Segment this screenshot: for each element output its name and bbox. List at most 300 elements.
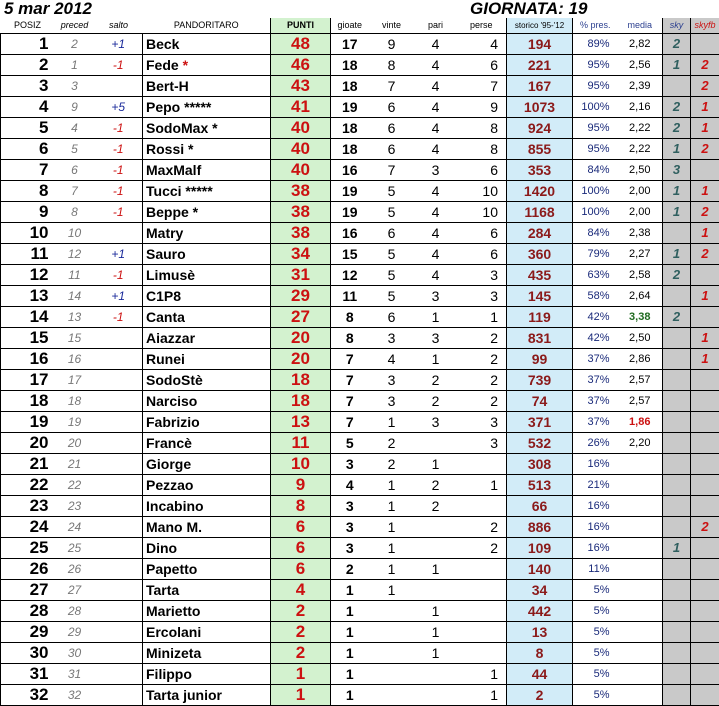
salto-cell xyxy=(95,517,143,538)
sky-cell xyxy=(663,475,691,496)
sky-cell: 2 xyxy=(663,34,691,55)
pari-cell xyxy=(415,664,457,685)
pres-cell: 26% xyxy=(573,433,618,454)
media-cell xyxy=(618,475,663,496)
skyfb-cell: 2 xyxy=(691,55,719,76)
media-cell: 2,38 xyxy=(618,223,663,244)
player-name: Tarta junior xyxy=(146,687,222,703)
punti-cell: 38 xyxy=(271,202,331,223)
perse-cell: 7 xyxy=(457,76,507,97)
name-cell xyxy=(143,160,271,181)
position-cell: 14 xyxy=(1,307,55,328)
media-cell: 2,57 xyxy=(618,370,663,391)
name-cell xyxy=(143,475,271,496)
storico-cell: 8 xyxy=(507,643,573,664)
pari-cell: 1 xyxy=(415,454,457,475)
giocate-cell: 1 xyxy=(331,580,369,601)
preced-cell: 12 xyxy=(55,244,95,265)
pari-cell: 4 xyxy=(415,202,457,223)
preced-cell: 9 xyxy=(55,97,95,118)
pres-cell: 37% xyxy=(573,349,618,370)
vinte-cell: 9 xyxy=(369,34,415,55)
col-posiz: POSIZ xyxy=(1,18,55,34)
player-name: Fede xyxy=(146,57,179,73)
sky-cell xyxy=(663,391,691,412)
skyfb-cell xyxy=(691,391,719,412)
giocate-cell: 1 xyxy=(331,664,369,685)
perse-cell: 1 xyxy=(457,664,507,685)
standings-table xyxy=(0,18,719,706)
salto-cell xyxy=(95,349,143,370)
preced-cell: 18 xyxy=(55,391,95,412)
storico-cell: 371 xyxy=(507,412,573,433)
position-cell: 20 xyxy=(1,433,55,454)
col-perse: perse xyxy=(457,18,507,34)
pari-cell: 1 xyxy=(415,559,457,580)
perse-cell xyxy=(457,622,507,643)
salto-cell: -1 xyxy=(95,265,143,286)
giocate-cell: 17 xyxy=(331,34,369,55)
sky-cell: 3 xyxy=(663,160,691,181)
punti-cell: 40 xyxy=(271,160,331,181)
sky-cell xyxy=(663,76,691,97)
sky-cell xyxy=(663,370,691,391)
perse-cell: 2 xyxy=(457,391,507,412)
title-bar xyxy=(0,0,719,18)
table-row xyxy=(1,265,719,286)
pari-cell xyxy=(415,517,457,538)
sky-cell: 1 xyxy=(663,244,691,265)
skyfb-cell: 2 xyxy=(691,517,719,538)
name-cell xyxy=(143,496,271,517)
giornata-label: GIORNATA: 19 xyxy=(470,0,587,19)
col-punti: PUNTI xyxy=(271,18,331,34)
pres-cell: 89% xyxy=(573,34,618,55)
punti-cell: 1 xyxy=(271,664,331,685)
name-cell xyxy=(143,76,271,97)
skyfb-cell: 1 xyxy=(691,223,719,244)
punti-cell: 18 xyxy=(271,370,331,391)
perse-cell: 3 xyxy=(457,265,507,286)
table-row xyxy=(1,643,719,664)
position-cell: 24 xyxy=(1,517,55,538)
skyfb-cell: 2 xyxy=(691,76,719,97)
vinte-cell: 6 xyxy=(369,139,415,160)
media-cell xyxy=(618,601,663,622)
position-cell: 32 xyxy=(1,685,55,706)
media-cell: 2,22 xyxy=(618,118,663,139)
pari-cell: 2 xyxy=(415,391,457,412)
perse-cell: 2 xyxy=(457,517,507,538)
preced-cell: 22 xyxy=(55,475,95,496)
pres-cell: 21% xyxy=(573,475,618,496)
salto-cell xyxy=(95,643,143,664)
name-cell xyxy=(143,601,271,622)
pres-cell: 100% xyxy=(573,97,618,118)
sky-cell xyxy=(663,622,691,643)
vinte-cell: 7 xyxy=(369,160,415,181)
col-storico: storico '95-'12 xyxy=(507,18,573,34)
player-name: Canta xyxy=(146,309,185,325)
storico-cell: 167 xyxy=(507,76,573,97)
salto-cell: -1 xyxy=(95,160,143,181)
giocate-cell: 16 xyxy=(331,223,369,244)
preced-cell: 1 xyxy=(55,55,95,76)
position-cell: 12 xyxy=(1,265,55,286)
player-name: Giorge xyxy=(146,456,191,472)
player-name: Narciso xyxy=(146,393,197,409)
punti-cell: 38 xyxy=(271,181,331,202)
punti-cell: 6 xyxy=(271,559,331,580)
table-row xyxy=(1,538,719,559)
position-cell: 31 xyxy=(1,664,55,685)
pres-cell: 5% xyxy=(573,580,618,601)
position-cell: 19 xyxy=(1,412,55,433)
pari-cell: 4 xyxy=(415,76,457,97)
table-row xyxy=(1,328,719,349)
player-name: Beck xyxy=(146,36,179,52)
player-name: Aiazzar xyxy=(146,330,195,346)
media-cell: 2,86 xyxy=(618,349,663,370)
punti-cell: 40 xyxy=(271,139,331,160)
storico-cell: 66 xyxy=(507,496,573,517)
skyfb-cell xyxy=(691,412,719,433)
pres-cell: 63% xyxy=(573,265,618,286)
perse-cell: 6 xyxy=(457,223,507,244)
pari-cell: 4 xyxy=(415,265,457,286)
preced-cell: 23 xyxy=(55,496,95,517)
salto-cell xyxy=(95,328,143,349)
position-cell: 30 xyxy=(1,643,55,664)
vinte-cell: 1 xyxy=(369,538,415,559)
pari-cell: 4 xyxy=(415,55,457,76)
storico-cell: 13 xyxy=(507,622,573,643)
player-name: C1P8 xyxy=(146,288,181,304)
position-cell: 17 xyxy=(1,370,55,391)
player-name: Beppe * xyxy=(146,204,198,220)
giocate-cell: 2 xyxy=(331,559,369,580)
table-row xyxy=(1,622,719,643)
giocate-cell: 3 xyxy=(331,496,369,517)
player-name: Pezzao xyxy=(146,477,193,493)
sky-cell: 1 xyxy=(663,538,691,559)
skyfb-cell xyxy=(691,538,719,559)
giocate-cell: 19 xyxy=(331,181,369,202)
sky-cell xyxy=(663,412,691,433)
position-cell: 11 xyxy=(1,244,55,265)
sky-cell xyxy=(663,559,691,580)
player-name: Incabino xyxy=(146,498,204,514)
preced-cell: 25 xyxy=(55,538,95,559)
pari-cell: 1 xyxy=(415,622,457,643)
skyfb-cell xyxy=(691,370,719,391)
punti-cell: 18 xyxy=(271,391,331,412)
perse-cell: 10 xyxy=(457,181,507,202)
player-name: Sauro xyxy=(146,246,186,262)
preced-cell: 32 xyxy=(55,685,95,706)
preced-cell: 7 xyxy=(55,181,95,202)
table-row xyxy=(1,139,719,160)
table-row xyxy=(1,118,719,139)
date-label: 5 mar 2012 xyxy=(4,0,92,19)
salto-cell: +1 xyxy=(95,244,143,265)
name-cell xyxy=(143,118,271,139)
salto-cell xyxy=(95,76,143,97)
vinte-cell: 1 xyxy=(369,559,415,580)
perse-cell: 6 xyxy=(457,244,507,265)
salto-cell xyxy=(95,391,143,412)
player-name: SodoStè xyxy=(146,372,203,388)
media-cell xyxy=(618,622,663,643)
sky-cell: 2 xyxy=(663,118,691,139)
pari-cell xyxy=(415,580,457,601)
skyfb-cell xyxy=(691,265,719,286)
table-row xyxy=(1,370,719,391)
pres-cell: 42% xyxy=(573,328,618,349)
giocate-cell: 18 xyxy=(331,76,369,97)
storico-cell: 360 xyxy=(507,244,573,265)
pres-cell: 95% xyxy=(573,118,618,139)
media-cell: 2,64 xyxy=(618,286,663,307)
storico-cell: 442 xyxy=(507,601,573,622)
skyfb-cell xyxy=(691,559,719,580)
pari-cell: 4 xyxy=(415,97,457,118)
vinte-cell: 5 xyxy=(369,244,415,265)
player-name: MaxMalf xyxy=(146,162,201,178)
vinte-cell: 1 xyxy=(369,496,415,517)
name-cell xyxy=(143,517,271,538)
skyfb-cell xyxy=(691,664,719,685)
storico-cell: 513 xyxy=(507,475,573,496)
vinte-cell: 1 xyxy=(369,475,415,496)
sky-cell xyxy=(663,664,691,685)
salto-cell xyxy=(95,622,143,643)
position-cell: 10 xyxy=(1,223,55,244)
perse-cell xyxy=(457,559,507,580)
name-cell xyxy=(143,538,271,559)
perse-cell: 2 xyxy=(457,349,507,370)
pres-cell: 16% xyxy=(573,538,618,559)
table-row xyxy=(1,559,719,580)
col-sky: sky xyxy=(663,18,691,34)
vinte-cell: 6 xyxy=(369,97,415,118)
position-cell: 26 xyxy=(1,559,55,580)
storico-cell: 1420 xyxy=(507,181,573,202)
col-media: media xyxy=(618,18,663,34)
pres-cell: 16% xyxy=(573,496,618,517)
preced-cell: 2 xyxy=(55,34,95,55)
salto-cell: -1 xyxy=(95,55,143,76)
storico-cell: 221 xyxy=(507,55,573,76)
punti-cell: 6 xyxy=(271,517,331,538)
player-name: Filippo xyxy=(146,666,192,682)
vinte-cell: 3 xyxy=(369,370,415,391)
position-cell: 4 xyxy=(1,97,55,118)
giocate-cell: 1 xyxy=(331,622,369,643)
player-name: Dino xyxy=(146,540,177,556)
name-cell xyxy=(143,202,271,223)
punti-cell: 2 xyxy=(271,601,331,622)
player-name: Minizeta xyxy=(146,645,201,661)
punti-cell: 20 xyxy=(271,328,331,349)
name-cell xyxy=(143,370,271,391)
punti-cell: 43 xyxy=(271,76,331,97)
table-row xyxy=(1,244,719,265)
salto-cell xyxy=(95,538,143,559)
position-cell: 2 xyxy=(1,55,55,76)
preced-cell: 27 xyxy=(55,580,95,601)
media-cell: 2,20 xyxy=(618,433,663,454)
punti-cell: 4 xyxy=(271,580,331,601)
media-cell xyxy=(618,664,663,685)
media-cell xyxy=(618,559,663,580)
salto-cell: -1 xyxy=(95,307,143,328)
storico-cell: 109 xyxy=(507,538,573,559)
media-cell: 2,16 xyxy=(618,97,663,118)
storico-cell: 886 xyxy=(507,517,573,538)
pres-cell: 5% xyxy=(573,622,618,643)
position-cell: 6 xyxy=(1,139,55,160)
media-cell: 2,50 xyxy=(618,328,663,349)
pari-cell: 3 xyxy=(415,328,457,349)
table-row xyxy=(1,349,719,370)
salto-cell xyxy=(95,664,143,685)
vinte-cell: 5 xyxy=(369,202,415,223)
vinte-cell xyxy=(369,622,415,643)
storico-cell: 2 xyxy=(507,685,573,706)
salto-cell: +5 xyxy=(95,97,143,118)
giocate-cell: 5 xyxy=(331,433,369,454)
preced-cell: 20 xyxy=(55,433,95,454)
media-cell xyxy=(618,538,663,559)
vinte-cell: 1 xyxy=(369,517,415,538)
sky-cell xyxy=(663,349,691,370)
punti-cell: 2 xyxy=(271,643,331,664)
storico-cell: 284 xyxy=(507,223,573,244)
pari-cell xyxy=(415,433,457,454)
storico-cell: 831 xyxy=(507,328,573,349)
table-row xyxy=(1,97,719,118)
sky-cell: 1 xyxy=(663,202,691,223)
pres-cell: 16% xyxy=(573,517,618,538)
skyfb-cell xyxy=(691,433,719,454)
table-row xyxy=(1,76,719,97)
punti-cell: 31 xyxy=(271,265,331,286)
perse-cell: 9 xyxy=(457,97,507,118)
pari-cell: 1 xyxy=(415,349,457,370)
player-name: Fabrizio xyxy=(146,414,200,430)
media-cell: 2,82 xyxy=(618,34,663,55)
preced-cell: 16 xyxy=(55,349,95,370)
pres-cell: 79% xyxy=(573,244,618,265)
name-cell xyxy=(143,97,271,118)
preced-cell: 30 xyxy=(55,643,95,664)
perse-cell: 3 xyxy=(457,433,507,454)
pres-cell: 84% xyxy=(573,223,618,244)
storico-cell: 194 xyxy=(507,34,573,55)
skyfb-cell: 2 xyxy=(691,139,719,160)
vinte-cell: 5 xyxy=(369,181,415,202)
media-cell xyxy=(618,685,663,706)
salto-cell: -1 xyxy=(95,181,143,202)
pres-cell: 95% xyxy=(573,139,618,160)
vinte-cell xyxy=(369,685,415,706)
media-cell: 3,38 xyxy=(618,307,663,328)
perse-cell xyxy=(457,580,507,601)
position-cell: 21 xyxy=(1,454,55,475)
punti-cell: 9 xyxy=(271,475,331,496)
punti-cell: 46 xyxy=(271,55,331,76)
table-row xyxy=(1,601,719,622)
preced-cell: 5 xyxy=(55,139,95,160)
media-cell xyxy=(618,580,663,601)
name-cell xyxy=(143,244,271,265)
table-row xyxy=(1,685,719,706)
salto-cell: +1 xyxy=(95,286,143,307)
pres-cell: 16% xyxy=(573,454,618,475)
vinte-cell: 4 xyxy=(369,349,415,370)
pres-cell: 11% xyxy=(573,559,618,580)
salto-cell xyxy=(95,370,143,391)
sky-cell xyxy=(663,496,691,517)
perse-cell: 1 xyxy=(457,685,507,706)
punti-cell: 10 xyxy=(271,454,331,475)
name-cell xyxy=(143,349,271,370)
punti-cell: 40 xyxy=(271,118,331,139)
pres-cell: 58% xyxy=(573,286,618,307)
position-cell: 3 xyxy=(1,76,55,97)
perse-cell: 3 xyxy=(457,286,507,307)
sky-cell xyxy=(663,643,691,664)
salto-cell xyxy=(95,496,143,517)
skyfb-cell xyxy=(691,622,719,643)
sky-cell: 2 xyxy=(663,307,691,328)
media-cell: 2,50 xyxy=(618,160,663,181)
punti-cell: 1 xyxy=(271,685,331,706)
position-cell: 1 xyxy=(1,34,55,55)
sky-cell: 1 xyxy=(663,139,691,160)
perse-cell: 2 xyxy=(457,328,507,349)
storico-cell: 353 xyxy=(507,160,573,181)
position-cell: 13 xyxy=(1,286,55,307)
skyfb-cell: 1 xyxy=(691,181,719,202)
skyfb-cell: 1 xyxy=(691,97,719,118)
name-cell xyxy=(143,412,271,433)
col-name: PANDORITARO xyxy=(143,18,271,34)
name-cell xyxy=(143,139,271,160)
pari-cell: 4 xyxy=(415,244,457,265)
table-row xyxy=(1,391,719,412)
salto-cell xyxy=(95,475,143,496)
skyfb-cell: 1 xyxy=(691,118,719,139)
position-cell: 15 xyxy=(1,328,55,349)
player-name: Pepo ***** xyxy=(146,99,211,115)
punti-cell: 20 xyxy=(271,349,331,370)
pres-cell: 42% xyxy=(573,307,618,328)
pres-cell: 37% xyxy=(573,370,618,391)
skyfb-cell xyxy=(691,307,719,328)
punti-cell: 6 xyxy=(271,538,331,559)
giocate-cell: 1 xyxy=(331,601,369,622)
punti-cell: 48 xyxy=(271,34,331,55)
preced-cell: 6 xyxy=(55,160,95,181)
perse-cell: 10 xyxy=(457,202,507,223)
vinte-cell: 2 xyxy=(369,454,415,475)
table-row xyxy=(1,307,719,328)
preced-cell: 29 xyxy=(55,622,95,643)
position-cell: 8 xyxy=(1,181,55,202)
sky-cell xyxy=(663,328,691,349)
